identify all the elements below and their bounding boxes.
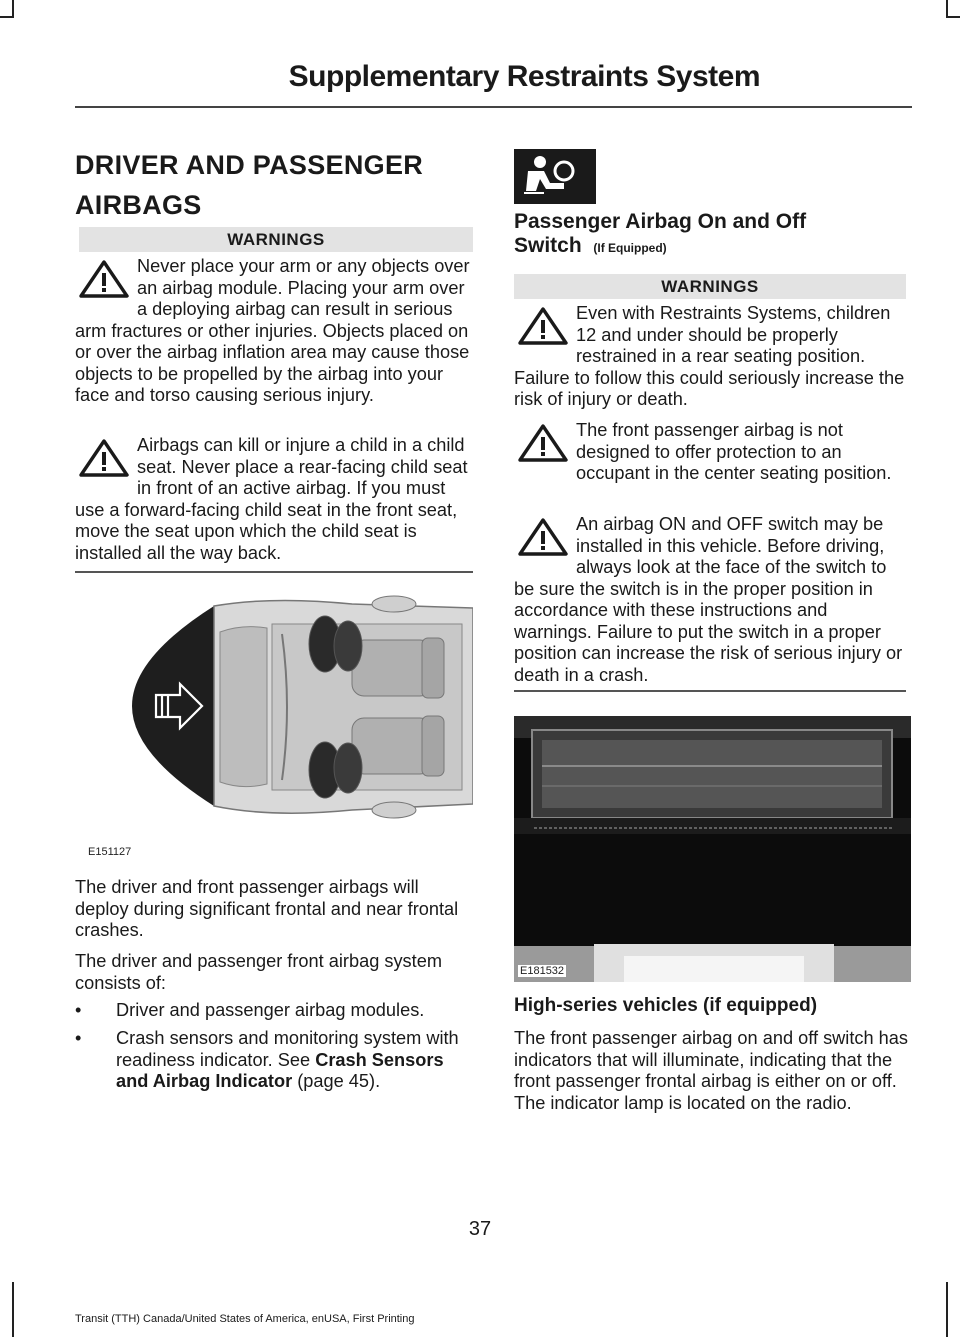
figure-code: E151127 (88, 846, 132, 858)
warning-block (75, 435, 473, 564)
warning-text: Never place your arm or any objects over an airbag module. Placing your arm over a deploying airbag can result in serious arm fractures or other injuries. Objects placed on or over the airbag inflation area may cause those objects to be propelled by the airbag into your face and torso causing serious injury. (75, 256, 470, 405)
radio-indicator-photo (514, 716, 911, 982)
crop-mark (946, 16, 960, 18)
paragraph: The driver and passenger front airbag system consists of: (75, 951, 442, 993)
list-item-text-part: Crash sensors and monitoring system with readiness indicator. See (116, 1028, 459, 1070)
list-item (75, 1028, 475, 1108)
crop-mark (12, 1282, 14, 1337)
warning-triangle-icon (514, 305, 572, 347)
section-title-line2: AIRBAGS (75, 190, 202, 220)
subsection-title-line2-wrap (514, 234, 906, 260)
warning-triangle-icon (514, 422, 572, 464)
page-reference: (page 45). (297, 1071, 381, 1091)
figure-code: E181532 (520, 965, 565, 977)
airbag-deployment-illustration (132, 594, 473, 834)
subsection-heading: High-series vehicles (if equipped) (514, 995, 818, 1016)
crop-mark (946, 0, 948, 16)
airbag-symbol-icon (514, 149, 596, 204)
warning-text: Airbags can kill or injure a child in a child seat. Never place a rear-facing child seat in front of an active airbag. If you must use a forward-facing child seat in the front seat, move the seat upon which the child seat is installed all the way back. (75, 435, 468, 563)
cross-reference-link[interactable]: Crash Sensors and Airbag Indicator (116, 1049, 444, 1091)
if-equipped-note: (If Equipped) (593, 241, 667, 255)
warning-triangle-icon (75, 258, 133, 300)
subsection-title-line2: Switch (514, 234, 582, 257)
paragraph: The front passenger airbag on and off switch has indicators that will illuminate, indicating that the front passenger frontal airbag is either on or off. The indicator lamp is located on the radio. (514, 1028, 908, 1113)
crop-mark (946, 1282, 948, 1337)
warning-triangle-icon (75, 437, 133, 479)
section-title (75, 145, 423, 225)
section-rule (75, 571, 473, 573)
section-rule (514, 690, 906, 692)
warning-text: An airbag ON and OFF switch may be installed in this vehicle. Before driving, always look at the face of the switch to be sure the switch is in the proper position in accordance with these instructions and warnings. Failure to put the switch in a proper position can increase the risk of serious injury or death in a crash. (514, 514, 903, 685)
page-footer: Transit (TTH) Canada/United States of America, enUSA, First Printing (75, 1313, 415, 1325)
warnings-header: WARNINGS (79, 227, 473, 252)
bullet-marker: • (75, 1000, 82, 1020)
subsection-title (514, 210, 906, 260)
page-header-title: Supplementary Restraints System (288, 60, 760, 93)
warning-text: Even with Restraints Systems, children 12 and under should be properly restrained in a rear seating position. Failure to follow this could seriously increase the risk of injury or death. (514, 303, 905, 409)
bullet-marker: • (75, 1028, 82, 1048)
warning-block (514, 303, 908, 411)
warning-block (514, 420, 908, 485)
warning-text: The front passenger airbag is not designed to offer protection to an occupant in the center seating position. (576, 420, 892, 483)
warnings-header: WARNINGS (514, 274, 906, 299)
section-title-line1: DRIVER AND PASSENGER (75, 150, 424, 180)
crop-mark (0, 16, 14, 18)
list-item (75, 1000, 475, 1022)
warning-block (514, 514, 908, 686)
header-rule (75, 106, 912, 108)
paragraph: The driver and front passenger airbags will deploy during significant frontal and near frontal crashes. (75, 877, 459, 940)
crop-mark (12, 0, 14, 16)
warning-block (75, 256, 473, 407)
page-number: 37 (468, 1218, 492, 1240)
warning-triangle-icon (514, 516, 572, 558)
list-item-text (116, 1028, 476, 1093)
subsection-title-line1: Passenger Airbag On and Off (514, 210, 807, 233)
list-item-text: Driver and passenger airbag modules. (116, 1000, 425, 1020)
